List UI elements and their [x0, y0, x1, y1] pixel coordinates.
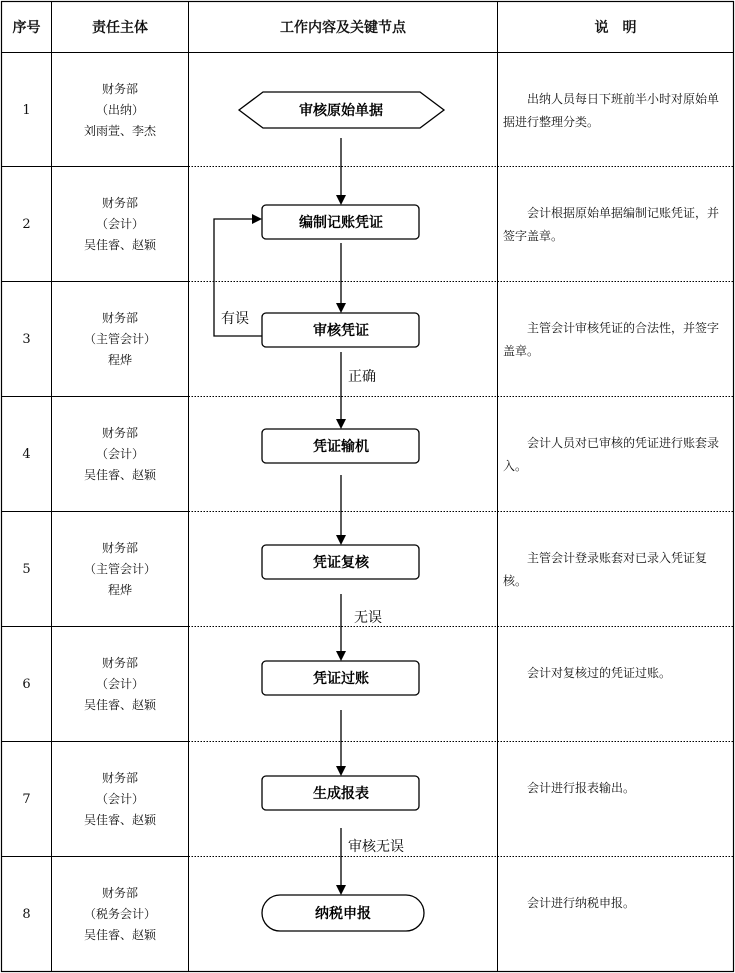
responsible-role: （主管会计） — [83, 562, 156, 576]
responsible-people: 刘雨萱、李杰 — [83, 123, 156, 138]
node-label-6: 凭证过账 — [313, 671, 369, 687]
note-cell: 会计对复核过的凭证过账。 — [527, 666, 672, 680]
responsible-dept: 财务部 — [101, 311, 138, 325]
header-work: 工作内容及关键节点 — [280, 20, 406, 36]
responsible-dept: 财务部 — [101, 886, 138, 900]
row-number: 3 — [22, 332, 31, 347]
responsible-people: 吴佳睿、赵颖 — [83, 698, 156, 712]
row-number: 2 — [22, 217, 31, 232]
responsible-role: （会计） — [95, 792, 144, 806]
responsible-dept: 财务部 — [101, 656, 138, 670]
responsible-cell — [52, 627, 188, 742]
responsible-people: 吴佳睿、赵颖 — [83, 813, 156, 827]
responsible-cell — [52, 397, 188, 512]
responsible-role: （主管会计） — [83, 332, 156, 346]
responsible-cell — [52, 167, 188, 282]
edge-label-audit-ok: 审核无误 — [348, 839, 404, 855]
responsible-role: （会计） — [95, 217, 144, 231]
node-label-7: 生成报表 — [313, 786, 369, 802]
responsible-cell — [52, 512, 188, 627]
row-number: 7 — [22, 792, 31, 807]
responsible-people: 吴佳睿、赵颖 — [83, 238, 156, 252]
responsible-people: 程烨 — [107, 353, 132, 367]
responsible-cell — [52, 282, 188, 397]
responsible-dept: 财务部 — [101, 771, 138, 785]
responsible-dept: 财务部 — [101, 541, 138, 555]
responsible-role: （会计） — [95, 447, 144, 461]
note-cell: 会计进行纳税申报。 — [527, 896, 636, 910]
header-responsible: 责任主体 — [92, 20, 148, 36]
row-number: 8 — [22, 907, 31, 922]
node-label-1: 审核原始单据 — [299, 103, 383, 119]
note-cell: 会计进行报表输出。 — [527, 781, 636, 795]
edge-label-rework: 有误 — [221, 311, 249, 327]
row-number: 4 — [22, 447, 31, 462]
responsible-role: （税务会计） — [83, 907, 156, 921]
row-number: 1 — [22, 102, 31, 118]
header-seq: 序号 — [12, 20, 41, 36]
responsible-dept: 财务部 — [101, 196, 138, 210]
responsible-people: 吴佳睿、赵颖 — [83, 928, 156, 942]
node-label-2: 编制记账凭证 — [299, 215, 383, 231]
edge-label-correct: 正确 — [348, 369, 376, 385]
edge-labels — [221, 311, 404, 855]
row-number: 6 — [22, 677, 31, 692]
responsible-cell — [52, 742, 188, 857]
responsible-people: 吴佳睿、赵颖 — [83, 468, 156, 482]
responsible-role: （会计） — [95, 677, 144, 691]
responsible-dept: 财务部 — [101, 426, 138, 440]
responsible-dept: 财务部 — [101, 81, 138, 96]
responsible-people: 程烨 — [107, 583, 132, 597]
node-label-8: 纳税申报 — [315, 906, 371, 922]
note-cell: 出纳人员每日下班前半小时对原始单据进行整理分类。 — [503, 92, 720, 129]
node-label-3: 审核凭证 — [313, 323, 369, 339]
row-number: 5 — [22, 562, 31, 577]
note-cell: 主管会计登录账套对已录入凭证复核。 — [503, 551, 708, 588]
note-cell: 主管会计审核凭证的合法性，并签字盖章。 — [503, 321, 720, 358]
note-cell: 会计根据原始单据编制记账凭证，并签字盖章。 — [503, 206, 720, 243]
responsible-role: （出纳） — [95, 102, 144, 117]
node-label-4: 凭证输机 — [313, 439, 369, 455]
node-label-5: 凭证复核 — [313, 555, 369, 571]
responsible-cell — [52, 53, 188, 167]
responsible-cell — [52, 857, 188, 972]
note-cell: 会计人员对已审核的凭证进行账套录入。 — [503, 436, 720, 473]
header-note: 说 明 — [594, 20, 637, 36]
edge-label-review-ok: 无误 — [354, 610, 382, 626]
